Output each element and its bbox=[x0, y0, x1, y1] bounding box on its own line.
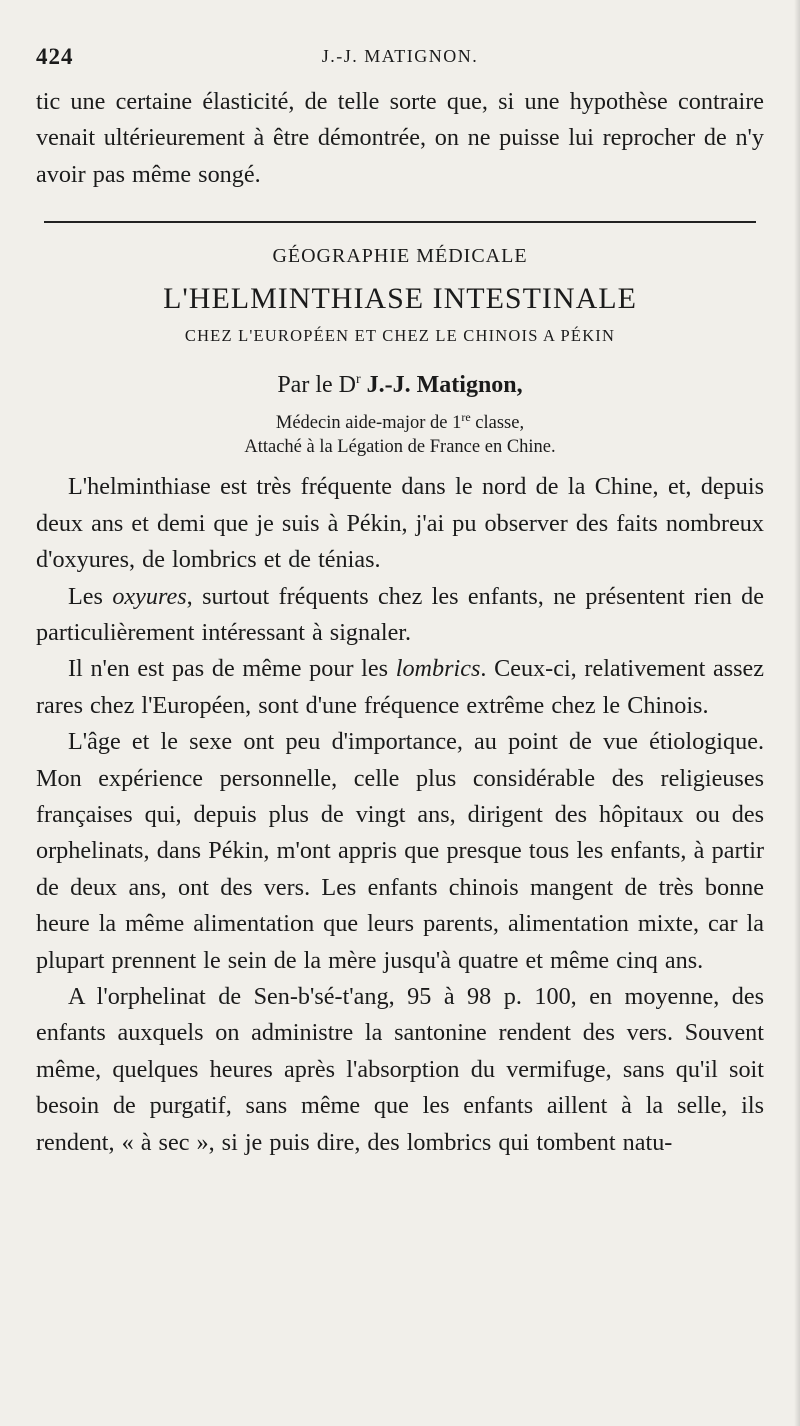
body-paragraph-2 bbox=[36, 579, 764, 652]
p2-text-after: , surtout fréquents chez les enfants, ne présentent rien de particulièrement intéressant à signaler. bbox=[36, 582, 764, 646]
p2-text-before: Les bbox=[68, 582, 113, 610]
continuation-paragraph: tic une certaine élasticité, de telle sorte que, si une hypothèse contraire venait ultérieurement à être démontrée, on ne puisse lui reprocher de n'y avoir pas même songé. bbox=[36, 88, 764, 188]
affiliation bbox=[36, 405, 764, 459]
p3-emphasis: lombrics bbox=[395, 655, 481, 683]
p3-text-after: . Ceux-ci, relativement assez rares chez l'Européen, sont d'une fréquence extrême chez le Chinois. bbox=[36, 655, 764, 719]
byline-prefix: Par le D bbox=[277, 372, 356, 399]
section-rubric: GÉOGRAPHIE MÉDICALE bbox=[272, 245, 528, 268]
running-title: J.-J. MATIGNON. bbox=[321, 46, 479, 66]
body-paragraph-3 bbox=[36, 651, 764, 724]
author-name: J.-J. Matignon, bbox=[366, 372, 523, 399]
body-paragraph-1: L'helminthiase est très fréquente dans le nord de la Chine, et, depuis deux ans et demi que je suis à Pékin, j'ai pu observer des faits nombreux d'oxyures, de lombrics et de ténias. bbox=[36, 473, 764, 574]
article-subtitle: CHEZ L'EUROPÉEN ET CHEZ LE CHINOIS A PÉKIN bbox=[184, 326, 616, 346]
section-divider bbox=[44, 221, 756, 223]
affiliation-line-2: Attaché à la Légation de France en Chine. bbox=[244, 437, 556, 458]
byline-sup: r bbox=[355, 372, 361, 388]
page-edge-shadow bbox=[794, 0, 800, 1426]
article-title: L'HELMINTHIASE INTESTINALE bbox=[163, 282, 637, 316]
affiliation-line-1 bbox=[36, 405, 764, 435]
body-paragraph-5: A l'orphelinat de Sen-b'sé-t'ang, 95 à 98 p. 100, en moyenne, des enfants auxquels on administre la santonine rendent des vers. Souvent même, quelques heures après l'absorption du vermifuge, sans qu'il soit besoin de purgatif, sans même que les enfants aillent à la selle, ils rendent, « à sec », si je puis dire, des lombrics qui tombent natu- bbox=[36, 983, 764, 1156]
p2-emphasis: oxyures bbox=[112, 582, 187, 610]
affiliation-line-1-sup: re bbox=[461, 410, 471, 425]
body-paragraph-4: L'âge et le sexe ont peu d'importance, au point de vue étiologique. Mon expérience personnelle, celle plus considérable des religieuses françaises qui, depuis plus de vingt ans, dirigent des hôpitaux ou des orphelinats, dans Pékin, m'ont appris que presque tous les enfants, à partir de deux ans, ont des vers. Les enfants chinois mangent de très bonne heure la même alimentation que leurs parents, alimentation mixte, car la plupart prennent le sein de la mère jusqu'à quatre et même cinq ans. bbox=[36, 728, 764, 974]
p3-text-before: Il n'en est pas de même pour les bbox=[68, 655, 396, 683]
running-head bbox=[36, 38, 764, 72]
page-number: 424 bbox=[36, 44, 74, 69]
byline bbox=[36, 372, 764, 399]
affiliation-line-1-prefix: Médecin aide-major de 1 bbox=[275, 413, 462, 434]
affiliation-line-1-suffix: classe, bbox=[470, 413, 525, 434]
